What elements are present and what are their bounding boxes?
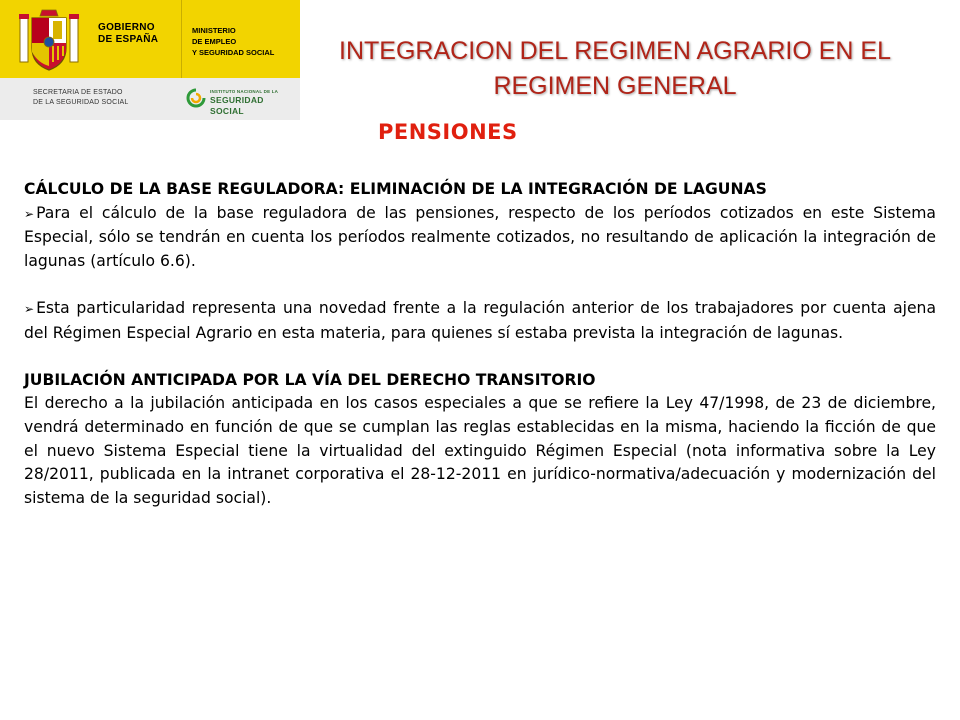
spacer bbox=[24, 345, 936, 369]
arrow-bullet-icon: ➢ bbox=[24, 301, 35, 316]
secretaria-band bbox=[0, 78, 300, 120]
arrow-bullet-icon: ➢ bbox=[24, 206, 35, 221]
heading-base-reguladora: CÁLCULO DE LA BASE REGULADORA: ELIMINACIÓN DE LA INTEGRACIÓN DE LAGUNAS bbox=[24, 180, 767, 198]
ministerio-line-2: DE EMPLEO bbox=[192, 37, 237, 46]
ministerio-label bbox=[192, 25, 274, 58]
ministerio-line-1: MINISTERIO bbox=[192, 26, 236, 35]
secretaria-label bbox=[33, 88, 128, 108]
seguridad-social-label bbox=[210, 89, 300, 117]
instituto-line: INSTITUTO NACIONAL DE LA bbox=[210, 89, 279, 94]
page-title-line-1: INTEGRACION DEL REGIMEN AGRARIO EN EL bbox=[339, 37, 891, 65]
paragraph-jubilacion: El derecho a la jubilación anticipada en los casos especiales a que se refiere la Ley 47/1998, de 23 de diciembre, vendrá determinado en función de que se cumplan las reglas establecidas en la misma, haciendo la ficción de que el nuevo Sistema Especial tiene la virtualidad del extinguido Régimen Especial (nota informativa sobre la Ley 28/2011, publicada en la intranet corporativa el 28-12-2011 en jurídico-normativa/adecuación y modernización del sistema de la seguridad social). bbox=[24, 394, 936, 507]
seguridad-social-logo-icon bbox=[186, 88, 206, 108]
coat-of-arms-icon bbox=[18, 8, 80, 72]
secretaria-line-2: DE LA SEGURIDAD SOCIAL bbox=[33, 99, 129, 106]
ministerio-line-3: Y SEGURIDAD SOCIAL bbox=[192, 48, 275, 57]
document-body bbox=[24, 178, 936, 510]
spacer bbox=[24, 273, 936, 297]
secretaria-line-1: SECRETARIA DE ESTADO bbox=[33, 89, 123, 96]
bullet-item-1 bbox=[24, 202, 936, 274]
gobierno-line: GOBIERNO bbox=[98, 22, 155, 33]
government-logo-band bbox=[0, 0, 300, 78]
page-title bbox=[300, 34, 930, 104]
bullet-text-1: Para el cálculo de la base reguladora de las pensiones, respecto de los períodos cotizados en este Sistema Especial, sólo se tendrán en cuenta los períodos realmente cotizados, no resultando de aplicación la integración de lagunas (artículo 6.6). bbox=[24, 203, 936, 270]
section-title: PENSIONES bbox=[378, 120, 518, 144]
logo-divider bbox=[181, 0, 182, 78]
bullet-item-2 bbox=[24, 297, 936, 345]
page-title-line-2: REGIMEN GENERAL bbox=[493, 72, 737, 100]
heading-jubilacion-anticipada: JUBILACIÓN ANTICIPADA POR LA VÍA DEL DERECHO TRANSITORIO bbox=[24, 370, 596, 389]
bullet-text-2: Esta particularidad representa una novedad frente a la regulación anterior de los trabajadores por cuenta ajena del Régimen Especial Agrario en esta materia, para quienes sí estaba prevista la integración de lagunas. bbox=[24, 298, 936, 342]
seguridad-social-line: SEGURIDAD SOCIAL bbox=[210, 95, 264, 116]
gobierno-de-espana-label bbox=[98, 22, 158, 46]
de-espana-line: DE ESPAÑA bbox=[98, 34, 159, 45]
